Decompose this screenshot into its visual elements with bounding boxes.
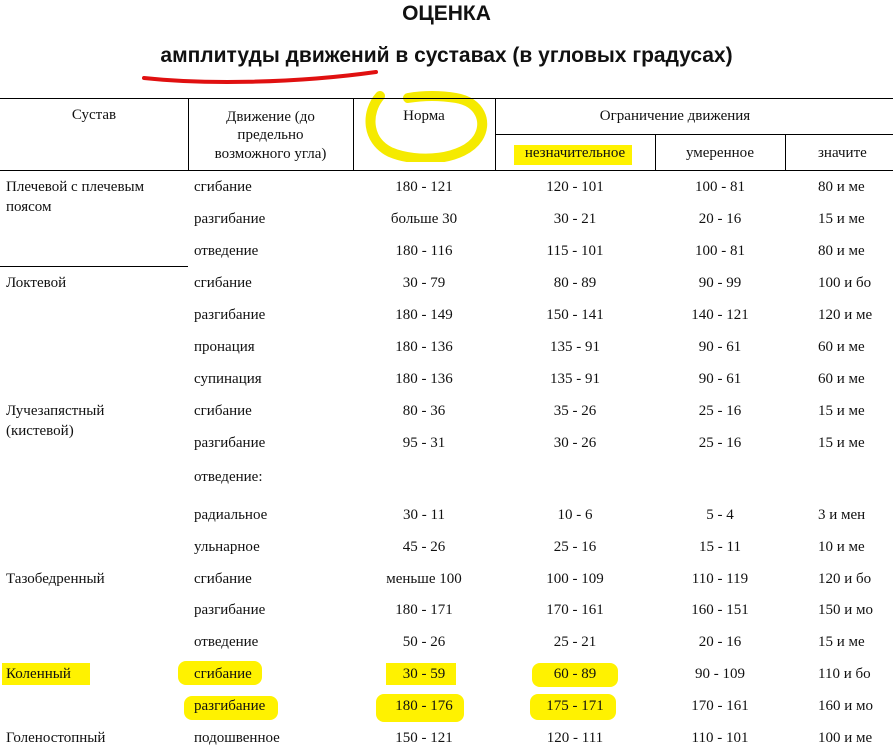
cell-insignificant: 135 - 91 bbox=[550, 339, 600, 355]
cell-significant: 15 и ме bbox=[818, 435, 865, 451]
cell-insignificant: 120 - 111 bbox=[546, 730, 604, 746]
header-insignificant: незначительное bbox=[524, 145, 626, 161]
cell-norm: 150 - 121 bbox=[395, 730, 453, 746]
header-joint: Сустав bbox=[71, 107, 117, 123]
cell-moderate: 90 - 61 bbox=[698, 371, 742, 387]
cell-norm: 180 - 171 bbox=[395, 602, 453, 618]
cell-insignificant: 120 - 101 bbox=[546, 179, 604, 195]
cell-norm: 30 - 59 bbox=[402, 666, 446, 682]
cell-moderate: 5 - 4 bbox=[706, 507, 734, 523]
cell-norm: 30 - 79 bbox=[402, 275, 446, 291]
cell-significant: 150 и мо bbox=[818, 602, 874, 618]
cell-movement: сгибание bbox=[194, 275, 252, 291]
header-movement-line-3: возможного угла) bbox=[214, 146, 327, 162]
cell-norm: 50 - 26 bbox=[402, 634, 446, 650]
range-of-motion-table bbox=[0, 98, 893, 750]
cell-significant: 160 и мо bbox=[818, 698, 874, 714]
cell-norm: 180 - 116 bbox=[395, 243, 453, 259]
cell-norm: 180 - 176 bbox=[395, 698, 453, 714]
cell-insignificant: 150 - 141 bbox=[546, 307, 604, 323]
cell-movement: отведение: bbox=[194, 469, 263, 485]
cell-insignificant: 175 - 171 bbox=[546, 698, 604, 714]
cell-movement: разгибание bbox=[194, 435, 266, 451]
cell-joint: Локтевой bbox=[6, 275, 67, 291]
cell-movement: сгибание bbox=[194, 571, 252, 587]
cell-moderate: 100 - 81 bbox=[695, 243, 745, 259]
cell-moderate: 15 - 11 bbox=[699, 539, 741, 555]
cell-movement: сгибание bbox=[194, 179, 252, 195]
cell-norm: 180 - 136 bbox=[395, 371, 453, 387]
cell-moderate: 20 - 16 bbox=[698, 634, 742, 650]
cell-movement: разгибание bbox=[194, 307, 266, 323]
cell-joint: Тазобедренный bbox=[6, 571, 105, 587]
cell-norm: 180 - 136 bbox=[395, 339, 453, 355]
cell-moderate: 140 - 121 bbox=[691, 307, 749, 323]
cell-movement: пронация bbox=[194, 339, 255, 355]
cell-movement: подошвенное bbox=[194, 730, 280, 746]
cell-significant: 80 и ме bbox=[818, 179, 865, 195]
header-significant: значите bbox=[818, 145, 867, 161]
cell-insignificant: 170 - 161 bbox=[546, 602, 604, 618]
cell-norm: 95 - 31 bbox=[402, 435, 446, 451]
cell-joint: Голеностопный bbox=[6, 730, 106, 746]
cell-insignificant: 30 - 21 bbox=[553, 211, 597, 227]
cell-moderate: 25 - 16 bbox=[698, 403, 742, 419]
cell-insignificant: 80 - 89 bbox=[553, 275, 597, 291]
cell-norm: больше 30 bbox=[390, 211, 458, 227]
cell-insignificant: 35 - 26 bbox=[553, 403, 597, 419]
cell-movement: отведение bbox=[194, 243, 259, 259]
cell-insignificant: 135 - 91 bbox=[550, 371, 600, 387]
cell-insignificant: 100 - 109 bbox=[546, 571, 604, 587]
header-bottom-border bbox=[0, 170, 893, 171]
subtitle-rest: в суставах (в угловых градусах) bbox=[389, 44, 733, 67]
subheader-divider bbox=[495, 134, 893, 135]
cell-joint: поясом bbox=[6, 199, 52, 215]
cell-moderate: 25 - 16 bbox=[698, 435, 742, 451]
cell-significant: 100 и ме bbox=[818, 730, 873, 746]
header-moderate: умеренное bbox=[685, 145, 754, 161]
table-top-border bbox=[0, 98, 893, 99]
cell-joint: Лучезапястный bbox=[6, 403, 105, 419]
cell-significant: 15 и ме bbox=[818, 634, 865, 650]
cell-movement: разгибание bbox=[194, 211, 266, 227]
document-subtitle bbox=[0, 44, 893, 68]
cell-insignificant: 10 - 6 bbox=[557, 507, 593, 523]
header-norm: Норма bbox=[403, 108, 445, 124]
cell-insignificant: 30 - 26 bbox=[553, 435, 597, 451]
cell-movement: отведение bbox=[194, 634, 259, 650]
cell-norm: 30 - 11 bbox=[403, 507, 445, 523]
cell-moderate: 100 - 81 bbox=[695, 179, 745, 195]
cell-movement: ульнарное bbox=[194, 539, 260, 555]
cell-moderate: 110 - 119 bbox=[691, 571, 749, 587]
cell-moderate: 160 - 151 bbox=[691, 602, 749, 618]
cell-insignificant: 60 - 89 bbox=[553, 666, 597, 682]
cell-moderate: 90 - 99 bbox=[698, 275, 742, 291]
col-divider-significant bbox=[785, 134, 786, 170]
cell-norm: 80 - 36 bbox=[402, 403, 446, 419]
header-limitation: Ограничение движения bbox=[599, 108, 751, 124]
cell-significant: 10 и ме bbox=[818, 539, 865, 555]
cell-significant: 120 и бо bbox=[818, 571, 872, 587]
cell-moderate: 110 - 101 bbox=[691, 730, 749, 746]
cell-movement: супинация bbox=[194, 371, 262, 387]
header-movement-line-2: предельно bbox=[237, 127, 304, 143]
cell-moderate: 90 - 61 bbox=[698, 339, 742, 355]
cell-significant: 80 и ме bbox=[818, 243, 865, 259]
joint-divider bbox=[0, 266, 188, 267]
header-movement-line-1: Движение (до bbox=[226, 109, 315, 125]
cell-norm: 180 - 121 bbox=[395, 179, 453, 195]
subtitle-emphasis: амплитуды движений bbox=[160, 44, 390, 67]
cell-significant: 60 и ме bbox=[818, 339, 865, 355]
cell-insignificant: 115 - 101 bbox=[546, 243, 604, 259]
cell-movement: разгибание bbox=[194, 602, 266, 618]
cell-significant: 100 и бо bbox=[818, 275, 872, 291]
cell-moderate: 170 - 161 bbox=[691, 698, 749, 714]
cell-significant: 120 и ме bbox=[818, 307, 873, 323]
cell-norm: 180 - 149 bbox=[395, 307, 453, 323]
cell-significant: 60 и ме bbox=[818, 371, 865, 387]
cell-moderate: 20 - 16 bbox=[698, 211, 742, 227]
cell-significant: 15 и ме bbox=[818, 403, 865, 419]
cell-movement: сгибание bbox=[194, 403, 252, 419]
cell-moderate: 90 - 109 bbox=[695, 666, 745, 682]
cell-norm: меньше 100 bbox=[386, 571, 462, 587]
cell-movement: радиальное bbox=[194, 507, 268, 523]
cell-significant: 15 и ме bbox=[818, 211, 865, 227]
cell-joint: Коленный bbox=[6, 666, 71, 682]
cell-movement: сгибание bbox=[194, 666, 252, 682]
cell-insignificant: 25 - 16 bbox=[553, 539, 597, 555]
cell-significant: 3 и мен bbox=[818, 507, 866, 523]
cell-insignificant: 25 - 21 bbox=[553, 634, 597, 650]
cell-joint: (кистевой) bbox=[6, 423, 74, 439]
document-title: ОЦЕНКА bbox=[402, 2, 491, 25]
cell-significant: 110 и бо bbox=[818, 666, 871, 682]
cell-movement: разгибание bbox=[194, 698, 266, 714]
cell-norm: 45 - 26 bbox=[402, 539, 446, 555]
cell-joint: Плечевой с плечевым bbox=[6, 179, 145, 195]
